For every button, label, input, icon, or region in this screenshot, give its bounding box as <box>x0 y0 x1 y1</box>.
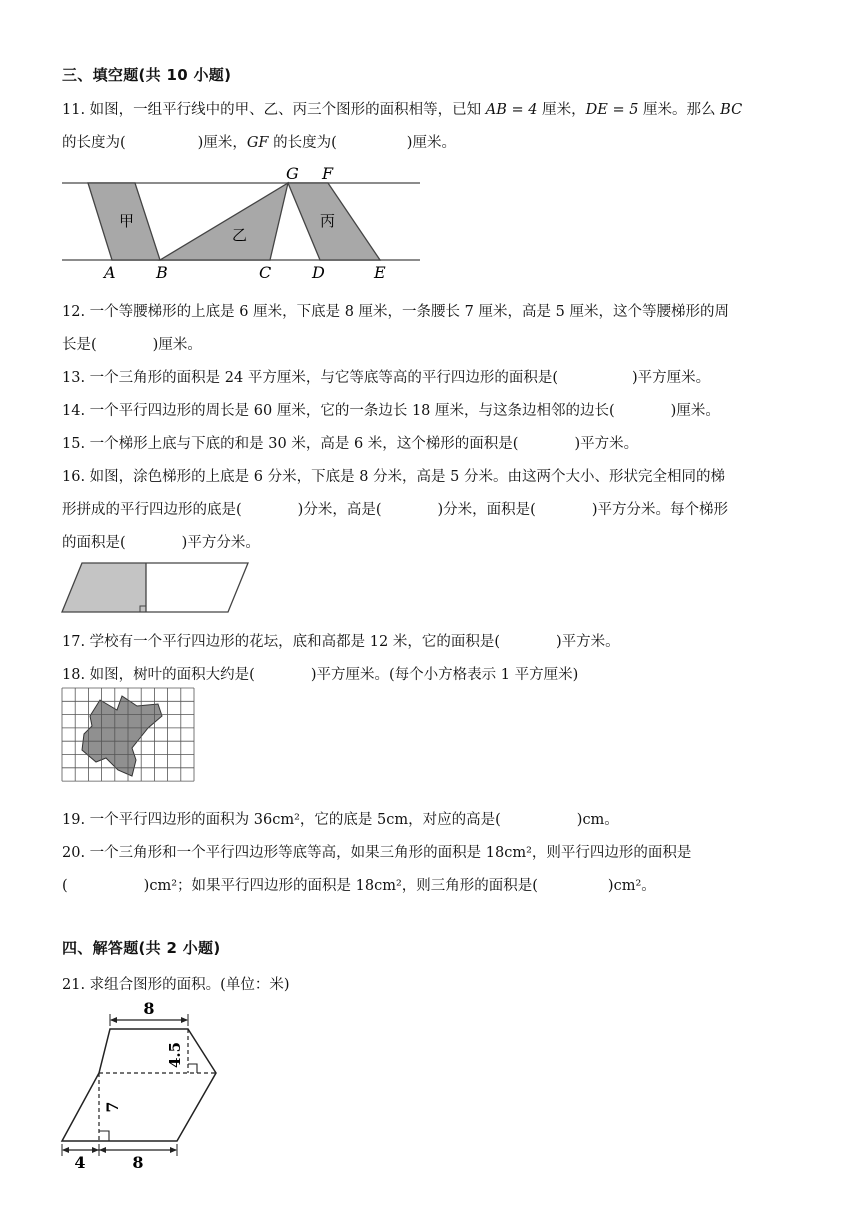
q12-text-2a: 长是( <box>62 337 97 353</box>
q11-text-2b: )厘米， <box>197 135 247 151</box>
q13-text-b: )平方厘米。 <box>632 370 711 386</box>
q11-text-2d: )厘米。 <box>406 135 456 151</box>
shape-yi <box>160 183 288 260</box>
section-title-fill-blank: 三、填空题(共 10 小题) <box>62 66 232 84</box>
q15-text-b: )平方米。 <box>574 436 639 452</box>
question-12-line-2 <box>62 335 202 355</box>
q16-text-2c: )分米，面积是( <box>437 502 536 518</box>
question-14 <box>62 401 720 421</box>
q18-text-a: 18. 如图，树叶的面积大约是( <box>62 667 255 683</box>
question-18 <box>62 665 578 685</box>
q20-text-2c: )cm²。 <box>607 878 656 894</box>
q14-text-b: )厘米。 <box>670 403 720 419</box>
shaded-trapezoid <box>62 563 146 612</box>
q19-text-a: 19. 一个平行四边形的面积为 36cm²，它的底是 5cm，对应的高是( <box>62 812 501 828</box>
q11-text-1c: 厘米。那么 <box>638 102 721 118</box>
point-label-D: D <box>312 263 325 282</box>
q20-text-2a: ( <box>62 878 68 894</box>
q16-text-3a: 的面积是( <box>62 535 126 551</box>
section-title-answer: 四、解答题(共 2 小题) <box>62 939 221 957</box>
point-label-E: E <box>374 263 386 282</box>
dim-height-1: 4.5 <box>166 1041 184 1069</box>
question-16-line-1: 16. 如图，涂色梯形的上底是 6 分米，下底是 8 分米，高是 5 分米。由这两个大小、形状完全相同的梯 <box>62 469 725 485</box>
q11-gf: GF <box>246 135 269 151</box>
label-bing: 丙 <box>320 212 336 230</box>
question-13 <box>62 368 710 388</box>
question-17 <box>62 632 620 652</box>
q20-text-2b: )cm²；如果平行四边形的面积是 18cm²，则三角形的面积是( <box>143 878 538 894</box>
point-label-G: G <box>286 164 299 183</box>
square-grid <box>62 688 194 781</box>
point-label-A: A <box>104 263 116 282</box>
label-yi: 乙 <box>232 226 248 244</box>
q11-de: DE = 5 <box>585 102 639 118</box>
q11-text-2a: 的长度为( <box>62 135 126 151</box>
q11-text-1: 11. 如图，一组平行线中的甲、乙、丙三个图形的面积相等，已知 <box>62 102 486 118</box>
point-label-B: B <box>156 263 168 282</box>
question-16-line-2 <box>62 500 728 520</box>
q17-text-a: 17. 学校有一个平行四边形的花坛，底和高都是 12 米，它的面积是( <box>62 634 500 650</box>
question-12-line-1: 12. 一个等腰梯形的上底是 6 厘米，下底是 8 厘米，一条腰长 7 厘米，高是 5 厘米，这个等腰梯形的周 <box>62 304 729 320</box>
question-20-line-2 <box>62 876 656 896</box>
question-15 <box>62 434 638 454</box>
q11-text-2c: 的长度为( <box>268 135 337 151</box>
q16-text-2b: )分米，高是( <box>297 502 382 518</box>
question-19 <box>62 810 619 830</box>
q16-text-3b: )平方分米。 <box>181 535 260 551</box>
point-label-C: C <box>259 263 272 282</box>
label-jia: 甲 <box>119 212 135 230</box>
q11-bc: BC <box>720 102 743 118</box>
q14-text-a: 14. 一个平行四边形的周长是 60 厘米，它的一条边长 18 厘米，与这条边相邻的边长( <box>62 403 615 419</box>
dim-bottom-1: 4 <box>74 1153 86 1172</box>
q12-text-2b: )厘米。 <box>152 337 202 353</box>
question-21: 21. 求组合图形的面积。(单位：米) <box>62 977 290 993</box>
q16-text-2a: 形拼成的平行四边形的底是( <box>62 502 242 518</box>
q18-text-b: )平方厘米。(每个小方格表示 1 平方厘米) <box>310 667 579 683</box>
q13-text-a: 13. 一个三角形的面积是 24 平方厘米，与它等底等高的平行四边形的面积是( <box>62 370 558 386</box>
q15-text-a: 15. 一个梯形上底与下底的和是 30 米，高是 6 米，这个梯形的面积是( <box>62 436 519 452</box>
q16-text-2d: )平方分米。每个梯形 <box>591 502 728 518</box>
q11-text-1b: 厘米， <box>537 102 586 118</box>
q19-text-b: )cm。 <box>576 812 619 828</box>
q11-ab: AB = 4 <box>485 102 538 118</box>
leaf-grid-figure <box>62 688 196 784</box>
question-20-line-1: 20. 一个三角形和一个平行四边形等底等高，如果三角形的面积是 18cm²，则平行四边形的面积是 <box>62 845 692 861</box>
dim-bottom-2: 8 <box>132 1153 144 1172</box>
dim-height-2: 7 <box>103 1101 122 1113</box>
composite-figure <box>62 1014 216 1156</box>
q17-text-b: )平方米。 <box>556 634 620 650</box>
point-label-F: F <box>322 164 334 183</box>
question-16-line-3 <box>62 533 260 553</box>
dim-top: 8 <box>143 999 155 1018</box>
leaf-shape <box>82 696 162 776</box>
